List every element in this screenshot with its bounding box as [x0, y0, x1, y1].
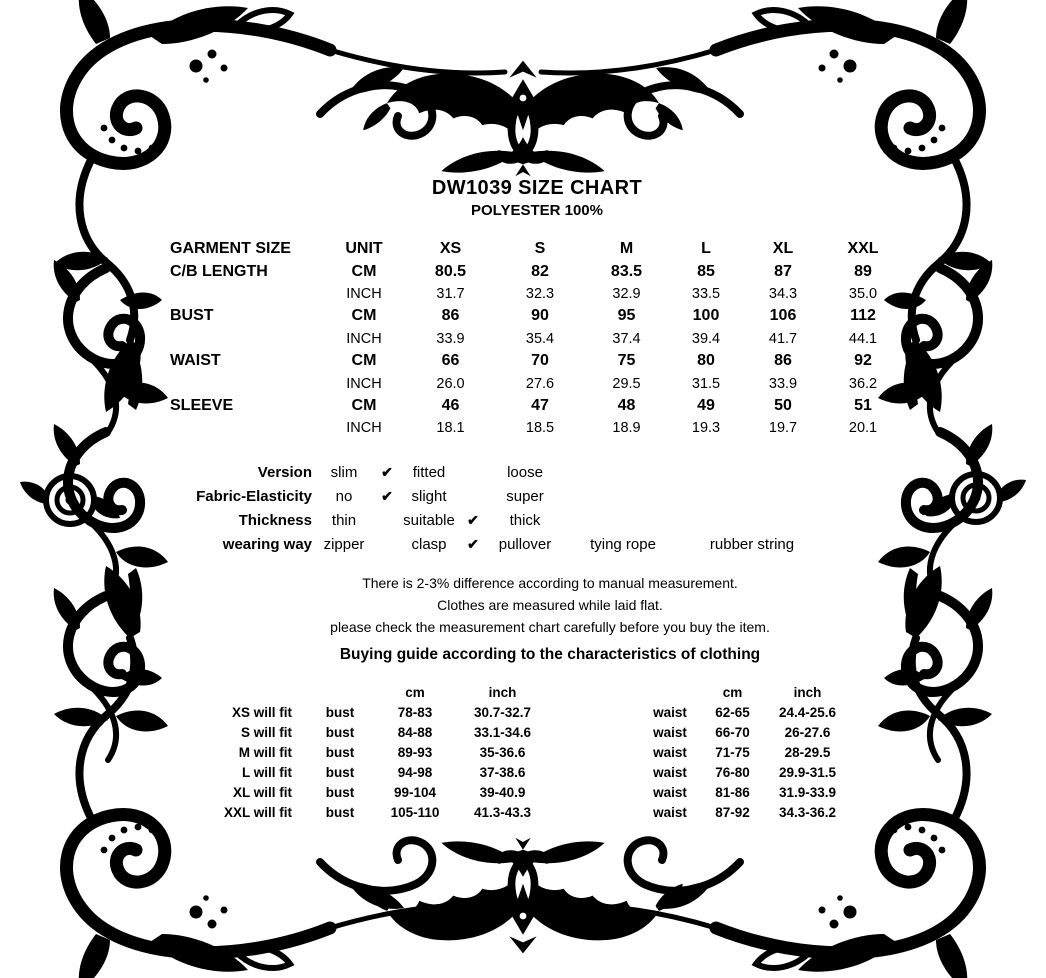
- value-cell: 34.3: [768, 285, 798, 302]
- value-cell: 32.3: [525, 285, 555, 302]
- guide-range-cell: 94-98: [397, 764, 433, 780]
- guide-range-cell: 24.4-25.6: [778, 704, 837, 720]
- value-cell: 48: [617, 396, 636, 414]
- guide-col-header: inch: [488, 684, 517, 700]
- size-table-header-cell: M: [619, 240, 634, 258]
- guide-size-label: S will fit: [240, 724, 292, 740]
- attributes-table: [172, 460, 822, 556]
- value-cell: 18.5: [525, 420, 555, 437]
- value-cell: 18.9: [612, 420, 641, 437]
- guide-measure-label: waist: [653, 704, 687, 720]
- attr-option: zipper: [323, 535, 365, 553]
- size-row-label: [170, 417, 322, 439]
- spacer-cell: [555, 802, 640, 822]
- attr-label: wearing way: [222, 535, 312, 553]
- note-line: please check the measurement chart carefully before you buy the item.: [330, 619, 770, 635]
- value-cell: 86: [441, 307, 460, 325]
- value-cell: 35.4: [525, 330, 555, 347]
- guide-range-cell: 39-40.9: [479, 784, 526, 800]
- attr-option: [682, 484, 822, 508]
- value-cell: 31.5: [691, 375, 721, 392]
- size-table-header-cell: GARMENT SIZE: [170, 240, 291, 258]
- size-table-header-cell: S: [534, 240, 546, 258]
- value-cell: 41.7: [768, 330, 798, 347]
- spacer-cell: [555, 782, 640, 802]
- guide-measure-label: waist: [653, 804, 687, 820]
- value-cell: 35.0: [848, 285, 878, 302]
- value-cell: 51: [854, 396, 872, 414]
- guide-range-cell: 29.9-31.5: [778, 764, 837, 780]
- guide-range-cell: 84-88: [397, 724, 433, 740]
- attr-option: thin: [331, 511, 357, 529]
- guide-size-label: M will fit: [238, 744, 292, 760]
- spacer-cell: [300, 682, 380, 702]
- buying-guide-heading: Buying guide according to the characteristics of clothing: [339, 646, 761, 663]
- guide-range-cell: 41.3-43.3: [473, 804, 532, 820]
- value-cell: 112: [850, 307, 876, 325]
- guide-col-header: cm: [722, 684, 743, 700]
- size-table-header-cell: XXL: [847, 240, 879, 258]
- unit-cell: INCH: [346, 285, 382, 302]
- guide-range-cell: 28-29.5: [784, 744, 831, 760]
- title-block: [170, 176, 904, 222]
- value-cell: 87: [774, 262, 792, 280]
- attr-option: rubber string: [709, 535, 795, 553]
- value-cell: 95: [617, 307, 636, 325]
- guide-range-cell: 76-80: [715, 764, 750, 780]
- attr-label: Version: [257, 463, 312, 481]
- value-cell: 33.9: [768, 375, 798, 392]
- value-cell: 18.1: [436, 420, 465, 437]
- guide-range-cell: 37-38.6: [479, 764, 526, 780]
- value-cell: 86: [774, 352, 792, 370]
- unit-cell: INCH: [346, 420, 382, 437]
- attr-option: [564, 460, 682, 484]
- size-row-label: WAIST: [170, 352, 221, 370]
- size-row-label: SLEEVE: [170, 396, 234, 414]
- attr-option: slim: [330, 463, 358, 481]
- value-cell: 33.5: [691, 285, 721, 302]
- guide-range-cell: 66-70: [715, 724, 750, 740]
- size-row-label: [170, 372, 322, 394]
- check-icon: ✔: [467, 511, 479, 528]
- size-table-header-cell: XL: [772, 240, 794, 258]
- guide-range-cell: 30.7-32.7: [473, 704, 532, 720]
- size-row-label: [170, 283, 322, 305]
- unit-cell: CM: [351, 352, 377, 370]
- value-cell: 50: [774, 396, 792, 414]
- value-cell: 90: [531, 307, 549, 325]
- value-cell: 33.9: [436, 330, 465, 347]
- guide-size-label: XS will fit: [231, 704, 292, 720]
- value-cell: 70: [531, 352, 549, 370]
- value-cell: 75: [617, 352, 636, 370]
- value-cell: 100: [692, 307, 720, 325]
- value-cell: 80: [697, 352, 715, 370]
- guide-measure-label: bust: [325, 724, 355, 740]
- guide-measure-label: waist: [653, 784, 687, 800]
- attr-option: [682, 508, 822, 532]
- check-icon: [376, 532, 398, 556]
- unit-cell: CM: [351, 307, 377, 325]
- guide-range-cell: 105-110: [390, 804, 440, 820]
- size-table-header-cell: XS: [439, 240, 462, 258]
- guide-range-cell: 31.9-33.9: [778, 784, 837, 800]
- guide-range-cell: 87-92: [715, 804, 750, 820]
- value-cell: 36.2: [848, 375, 878, 392]
- spacer-cell: [640, 682, 700, 702]
- guide-range-cell: 26-27.6: [784, 724, 831, 740]
- guide-range-cell: 62-65: [715, 704, 750, 720]
- note-line: There is 2-3% difference according to manual measurement.: [362, 575, 738, 591]
- attr-option: slight: [411, 487, 447, 505]
- value-cell: 19.3: [691, 420, 721, 437]
- value-cell: 32.9: [612, 285, 641, 302]
- check-icon: [460, 484, 486, 508]
- measurement-notes: [220, 572, 880, 667]
- value-cell: 26.0: [436, 375, 465, 392]
- check-icon: [460, 460, 486, 484]
- unit-cell: INCH: [346, 330, 382, 347]
- attr-label: Thickness: [238, 511, 312, 529]
- spacer-cell: [555, 702, 640, 722]
- value-cell: 82: [531, 262, 549, 280]
- guide-measure-label: bust: [325, 804, 355, 820]
- size-table: [170, 238, 904, 440]
- attr-option: suitable: [403, 511, 455, 529]
- value-cell: 49: [697, 396, 715, 414]
- value-cell: 29.5: [612, 375, 641, 392]
- unit-cell: CM: [351, 262, 377, 280]
- guide-range-cell: 34.3-36.2: [778, 804, 837, 820]
- value-cell: 89: [854, 262, 872, 280]
- guide-range-cell: 71-75: [715, 744, 750, 760]
- guide-measure-label: waist: [653, 764, 687, 780]
- attr-option: fitted: [412, 463, 446, 481]
- guide-col-header: inch: [793, 684, 822, 700]
- note-line: Clothes are measured while laid flat.: [437, 597, 663, 613]
- value-cell: 20.1: [848, 420, 878, 437]
- guide-measure-label: bust: [325, 704, 355, 720]
- guide-measure-label: bust: [325, 744, 355, 760]
- value-cell: 37.4: [612, 330, 641, 347]
- guide-range-cell: 35-36.6: [479, 744, 526, 760]
- guide-measure-label: waist: [653, 724, 687, 740]
- guide-size-label: XXL will fit: [223, 804, 292, 820]
- guide-range-cell: 81-86: [715, 784, 750, 800]
- size-table-header-cell: L: [701, 240, 711, 258]
- attr-option: super: [506, 487, 544, 505]
- value-cell: 106: [769, 307, 797, 325]
- check-icon: ✔: [381, 487, 393, 504]
- guide-col-header: cm: [405, 684, 425, 700]
- value-cell: 39.4: [691, 330, 721, 347]
- spacer-cell: [555, 682, 640, 702]
- guide-measure-label: bust: [325, 764, 355, 780]
- chart-title: DW1039 SIZE CHART: [431, 177, 643, 199]
- value-cell: 44.1: [848, 330, 878, 347]
- guide-size-label: L will fit: [242, 764, 292, 780]
- attr-option: no: [335, 487, 353, 505]
- value-cell: 85: [697, 262, 715, 280]
- attr-option: [682, 460, 822, 484]
- unit-cell: CM: [351, 396, 377, 414]
- guide-range-cell: 99-104: [393, 784, 437, 800]
- material-label: POLYESTER 100%: [470, 202, 603, 219]
- value-cell: 83.5: [610, 262, 643, 280]
- value-cell: 66: [441, 352, 460, 370]
- guide-measure-label: waist: [653, 744, 687, 760]
- unit-cell: INCH: [346, 375, 382, 392]
- attr-option: clasp: [411, 535, 447, 553]
- attr-option: loose: [507, 463, 543, 481]
- size-row-label: C/B LENGTH: [170, 262, 268, 280]
- value-cell: 80.5: [434, 262, 467, 280]
- size-row-label: BUST: [170, 307, 214, 325]
- attr-option: pullover: [498, 535, 552, 553]
- value-cell: 27.6: [525, 375, 555, 392]
- buying-guide-table: [160, 682, 850, 822]
- attr-option: [564, 484, 682, 508]
- attr-option: thick: [509, 511, 541, 529]
- guide-range-cell: 89-93: [397, 744, 433, 760]
- check-icon: ✔: [467, 535, 479, 552]
- spacer-cell: [555, 722, 640, 742]
- attr-option: [564, 508, 682, 532]
- spacer-cell: [555, 742, 640, 762]
- check-icon: [376, 508, 398, 532]
- value-cell: 92: [854, 352, 872, 370]
- guide-range-cell: 33.1-34.6: [473, 724, 532, 740]
- guide-size-label: XL will fit: [232, 784, 292, 800]
- attr-option: tying rope: [590, 535, 656, 553]
- attr-label: Fabric-Elasticity: [196, 487, 312, 505]
- size-row-label: [170, 328, 322, 350]
- spacer-cell: [160, 682, 300, 702]
- value-cell: 31.7: [436, 285, 465, 302]
- size-table-header-cell: UNIT: [345, 240, 383, 258]
- value-cell: 46: [441, 396, 460, 414]
- check-icon: ✔: [381, 463, 393, 480]
- spacer-cell: [555, 762, 640, 782]
- value-cell: 19.7: [768, 420, 798, 437]
- guide-measure-label: bust: [325, 784, 355, 800]
- value-cell: 47: [531, 396, 549, 414]
- guide-range-cell: 78-83: [397, 704, 433, 720]
